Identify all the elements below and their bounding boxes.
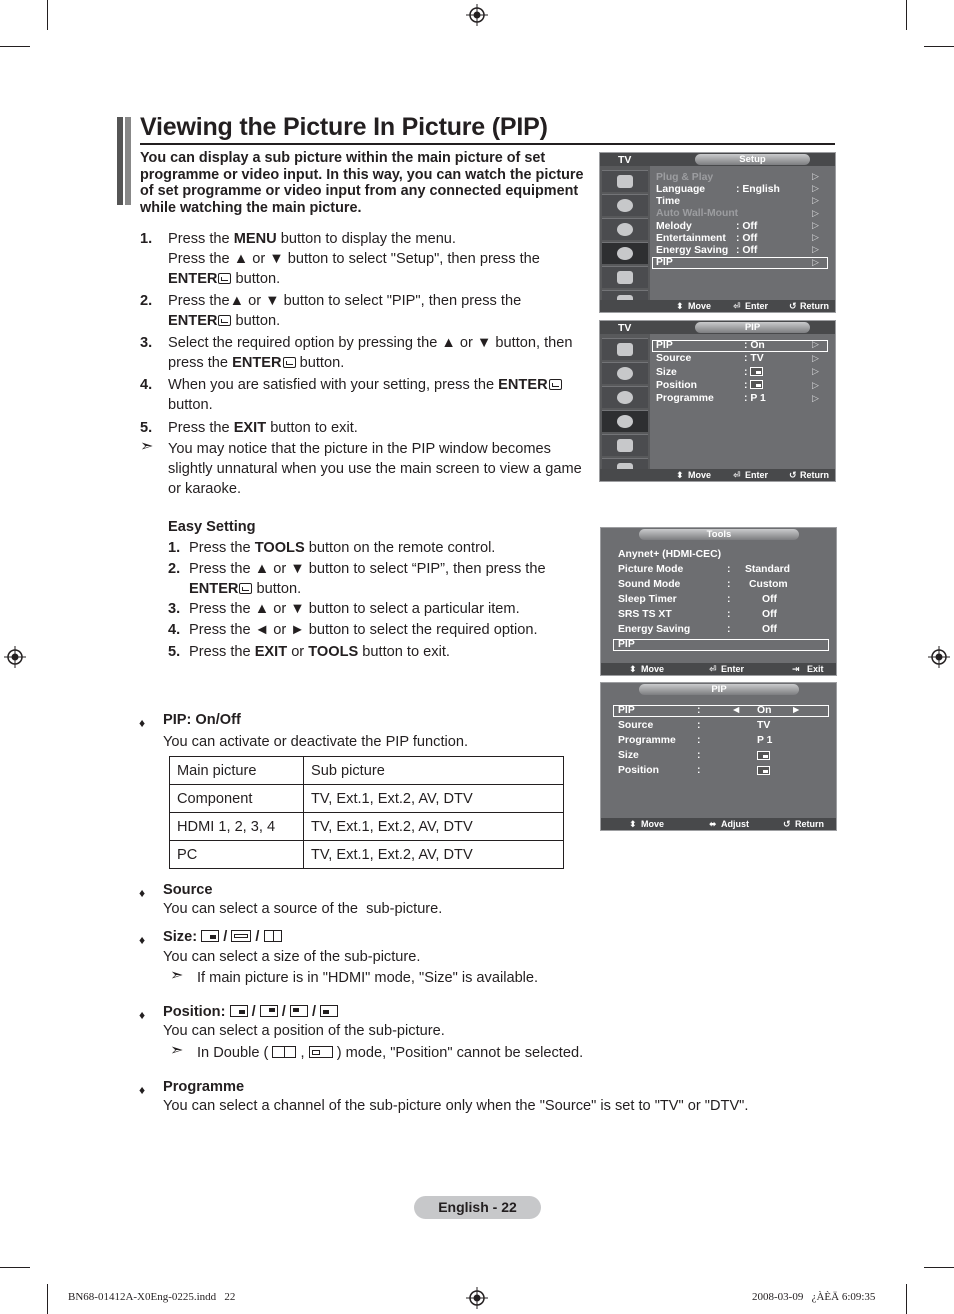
osd-setup-menu	[599, 152, 836, 313]
arrow-right-icon: ▷	[812, 339, 819, 349]
page-number-badge: English - 22	[414, 1196, 541, 1219]
osd-row-energy-saving[interactable]: Energy Saving : Off	[618, 624, 778, 635]
size-small-icon	[201, 930, 219, 942]
double-mode-icon	[272, 1046, 296, 1058]
position-bottom-left-icon	[320, 1005, 338, 1017]
position-note: In Double ( , ) mode, "Position" cannot be selected.	[197, 1045, 584, 1061]
crop-mark	[47, 1284, 48, 1314]
setup-menu-icon[interactable]	[602, 242, 648, 264]
step-3-line-1: Select the required option by pressing the ▲ or ▼ button, then	[168, 335, 573, 351]
arrow-right-icon: ▷	[812, 208, 819, 218]
osd-title: Setup	[695, 154, 810, 165]
position-top-left-icon	[290, 1005, 308, 1017]
osd-row-time[interactable]: Time	[656, 196, 681, 207]
size-heading-row: Size: / /	[163, 927, 282, 947]
title-accent-bar	[117, 117, 123, 205]
osd-row-pip[interactable]: PIP : On	[656, 340, 765, 351]
enter-key-icon: ⏎	[733, 470, 741, 480]
pip-position-icon	[750, 380, 763, 389]
osd-selection-highlight	[652, 257, 828, 269]
title-rule	[140, 143, 835, 145]
crop-mark	[906, 0, 907, 30]
osd-row-source[interactable]: Source : TV	[656, 353, 764, 364]
setup-menu-icon[interactable]	[602, 410, 648, 432]
arrow-right-icon: ▷	[812, 195, 819, 205]
return-icon: ↺	[789, 470, 797, 480]
programme-heading: Programme	[163, 1079, 245, 1095]
arrow-right-icon: ▷	[812, 244, 819, 254]
table-row: Main picture Sub picture	[170, 757, 564, 785]
osd-row-sound-mode[interactable]: Sound Mode : Custom	[618, 579, 788, 590]
crop-mark	[0, 46, 30, 47]
bullet-icon: ♦	[139, 716, 146, 730]
osd-selection-highlight	[652, 340, 828, 352]
page-title: Viewing the Picture In Picture (PIP)	[140, 113, 548, 141]
source-heading: Source	[163, 882, 213, 898]
size-note: If main picture is in "HDMI" mode, "Size" is available.	[197, 970, 539, 986]
easy-setting-heading: Easy Setting	[168, 519, 256, 535]
input-menu-icon[interactable]	[602, 434, 648, 456]
crop-mark	[924, 1267, 954, 1268]
osd-header	[601, 683, 836, 696]
enter-icon	[283, 357, 296, 368]
move-icon: ⬍	[629, 819, 637, 829]
osd-pip-menu	[599, 320, 836, 482]
pip-description: You can activate or deactivate the PIP function.	[163, 734, 469, 750]
sound-menu-icon[interactable]	[602, 362, 648, 384]
pip-position-icon	[757, 766, 770, 775]
picture-menu-icon[interactable]	[602, 338, 648, 360]
table-row: HDMI 1, 2, 3, 4 TV, Ext.1, Ext.2, AV, DTV	[170, 813, 564, 841]
osd-row-position[interactable]: Position :	[656, 380, 697, 391]
osd-row-programme[interactable]: Programme : P 1	[656, 393, 766, 404]
move-icon: ⬍	[676, 301, 684, 311]
osd-footer: ⬍ Move ⬌ Adjust ↺ Return	[601, 818, 836, 830]
size-double-icon	[231, 930, 251, 942]
pip-source-table	[169, 756, 564, 869]
osd-row-language[interactable]: Language : English	[656, 184, 780, 195]
move-icon: ⬍	[629, 664, 637, 674]
channel-menu-icon[interactable]	[602, 386, 648, 408]
print-slug-file: BN68-01412A-X0Eng-0225.indd 22	[68, 1291, 236, 1303]
source-description: You can select a source of the sub-picture.	[163, 901, 443, 917]
arrow-right-icon: ▷	[812, 380, 819, 390]
registration-mark-icon	[928, 646, 950, 668]
arrow-right-icon: ▷	[812, 353, 819, 363]
note-arrow-icon: ➣	[170, 967, 184, 984]
channel-menu-icon[interactable]	[602, 218, 648, 240]
easy-step-2-line-1: Press the ▲ or ▼ button to select “PIP”, then press the	[189, 561, 546, 577]
osd-row-picture-mode[interactable]: Picture Mode : Standard	[618, 564, 791, 575]
enter-icon	[549, 379, 562, 390]
print-slug-date: 2008-03-09 ¿ÀÈÄ 6:09:35	[752, 1291, 876, 1303]
osd-selection-highlight	[613, 639, 829, 651]
enter-icon	[239, 583, 252, 594]
arrow-right-icon: ▷	[812, 393, 819, 403]
osd-pip-tools-menu	[600, 682, 837, 831]
arrow-right-icon: ▷	[812, 220, 819, 230]
osd-header: TV PIP	[600, 321, 835, 334]
adjust-icon: ⬌	[709, 819, 717, 829]
programme-description: You can select a channel of the sub-picture only when the "Source" is set to "TV" or "DTV".	[163, 1098, 749, 1114]
step-2-line-1: Press the▲ or ▼ button to select "PIP", then press the	[168, 293, 522, 309]
crop-mark	[0, 1267, 30, 1268]
position-heading: Position:	[163, 1004, 226, 1020]
table-row: Component TV, Ext.1, Ext.2, AV, DTV	[170, 785, 564, 813]
return-icon: ↺	[789, 301, 797, 311]
position-heading-row: Position: / / /	[163, 1002, 338, 1022]
pip-size-icon	[757, 751, 770, 760]
pip-size-icon	[750, 367, 763, 376]
osd-row-plug-play[interactable]: Plug & Play	[656, 172, 714, 183]
osd-row-pip[interactable]: PIP	[618, 639, 635, 650]
osd-row-pip[interactable]: PIP : ◄ On ►	[618, 705, 802, 716]
crop-mark	[906, 1284, 907, 1314]
return-icon: ↺	[783, 819, 791, 829]
enter-icon	[218, 273, 231, 284]
osd-row-melody[interactable]: Melody : Off	[656, 221, 758, 232]
osd-row-entertainment[interactable]: Entertainment : Off	[656, 233, 758, 244]
crop-mark	[47, 0, 48, 30]
osd-header: TV Setup	[600, 153, 835, 166]
move-icon: ⬍	[676, 470, 684, 480]
osd-sidebar	[600, 166, 650, 300]
arrow-right-icon: ▷	[812, 257, 819, 267]
size-description: You can select a size of the sub-picture.	[163, 949, 421, 965]
note-pip-unnatural: You may notice that the picture in the PIP window becomes slightly unnatural when you use the main screen to view a game or karaoke.	[168, 441, 582, 497]
registration-mark-icon	[466, 4, 488, 26]
osd-title: PIP	[639, 684, 799, 695]
osd-row-size[interactable]: Size :	[656, 367, 677, 378]
picture-menu-icon[interactable]	[602, 170, 648, 192]
input-menu-icon[interactable]	[602, 266, 648, 288]
enter-icon	[218, 315, 231, 326]
arrow-right-icon: ▷	[812, 232, 819, 242]
double-mode-icon	[309, 1046, 333, 1058]
osd-title: PIP	[695, 322, 810, 333]
osd-sidebar	[600, 334, 650, 469]
position-bottom-right-icon	[230, 1005, 248, 1017]
table-row: PC TV, Ext.1, Ext.2, AV, DTV	[170, 841, 564, 869]
osd-footer: ⬍ Move ⏎ Enter ↺ Return	[600, 300, 835, 312]
osd-row-source[interactable]: Source : TV	[618, 720, 771, 731]
bullet-icon: ♦	[139, 886, 146, 900]
note-arrow-icon: ➣	[170, 1042, 184, 1059]
size-heading: Size:	[163, 929, 198, 945]
arrow-right-icon: ▷	[812, 183, 819, 193]
osd-tools-menu	[600, 527, 837, 676]
osd-footer: ⬍ Move ⏎ Enter ⇥ Exit	[601, 663, 836, 675]
bullet-icon: ♦	[139, 1008, 146, 1022]
osd-row-pip[interactable]: PIP	[656, 257, 673, 268]
arrow-right-icon: ▷	[812, 366, 819, 376]
osd-row-position[interactable]: Position :	[618, 765, 659, 776]
position-top-right-icon	[260, 1005, 278, 1017]
note-arrow-icon: ➣	[140, 438, 154, 455]
position-description: You can select a position of the sub-picture.	[163, 1023, 445, 1039]
osd-header	[601, 528, 836, 541]
bullet-icon: ♦	[139, 933, 146, 947]
arrow-left-icon[interactable]: ◄	[731, 705, 742, 716]
exit-icon: ⇥	[792, 664, 800, 674]
sound-menu-icon[interactable]	[602, 194, 648, 216]
arrow-right-icon[interactable]: ►	[791, 705, 802, 716]
osd-title: Tools	[639, 529, 799, 540]
osd-row-sleep-timer[interactable]: Sleep Timer : Off	[618, 594, 778, 605]
osd-row-auto-wall-mount[interactable]: Auto Wall-Mount	[656, 208, 739, 219]
registration-mark-icon	[4, 646, 26, 668]
size-double-split-icon	[264, 930, 282, 942]
intro-paragraph: You can display a sub picture within the main picture of set programme or video input. In this way, you can watch the picture of set programme or video input from any connected equipment while watching the main picture.	[140, 150, 584, 216]
bullet-icon: ♦	[139, 1083, 146, 1097]
title-accent-bar	[125, 117, 131, 205]
enter-key-icon: ⏎	[709, 664, 717, 674]
pip-heading: PIP: On/Off	[163, 712, 241, 728]
registration-mark-icon	[466, 1287, 488, 1309]
osd-row-energy-saving[interactable]: Energy Saving : Off	[656, 245, 758, 256]
osd-row-anynet[interactable]: Anynet+ (HDMI-CEC)	[618, 549, 722, 560]
step-4-line-2: button.	[168, 397, 213, 413]
crop-mark	[924, 46, 954, 47]
enter-key-icon: ⏎	[733, 301, 741, 311]
osd-row-programme[interactable]: Programme : P 1	[618, 735, 773, 746]
osd-footer: ⬍ Move ⏎ Enter ↺ Return	[600, 469, 835, 481]
osd-row-size[interactable]: Size :	[618, 750, 639, 761]
arrow-right-icon: ▷	[812, 171, 819, 181]
step-1-line-2: Press the ▲ or ▼ button to select "Setup", then press the	[168, 251, 540, 267]
osd-row-srs[interactable]: SRS TS XT : Off	[618, 609, 778, 620]
